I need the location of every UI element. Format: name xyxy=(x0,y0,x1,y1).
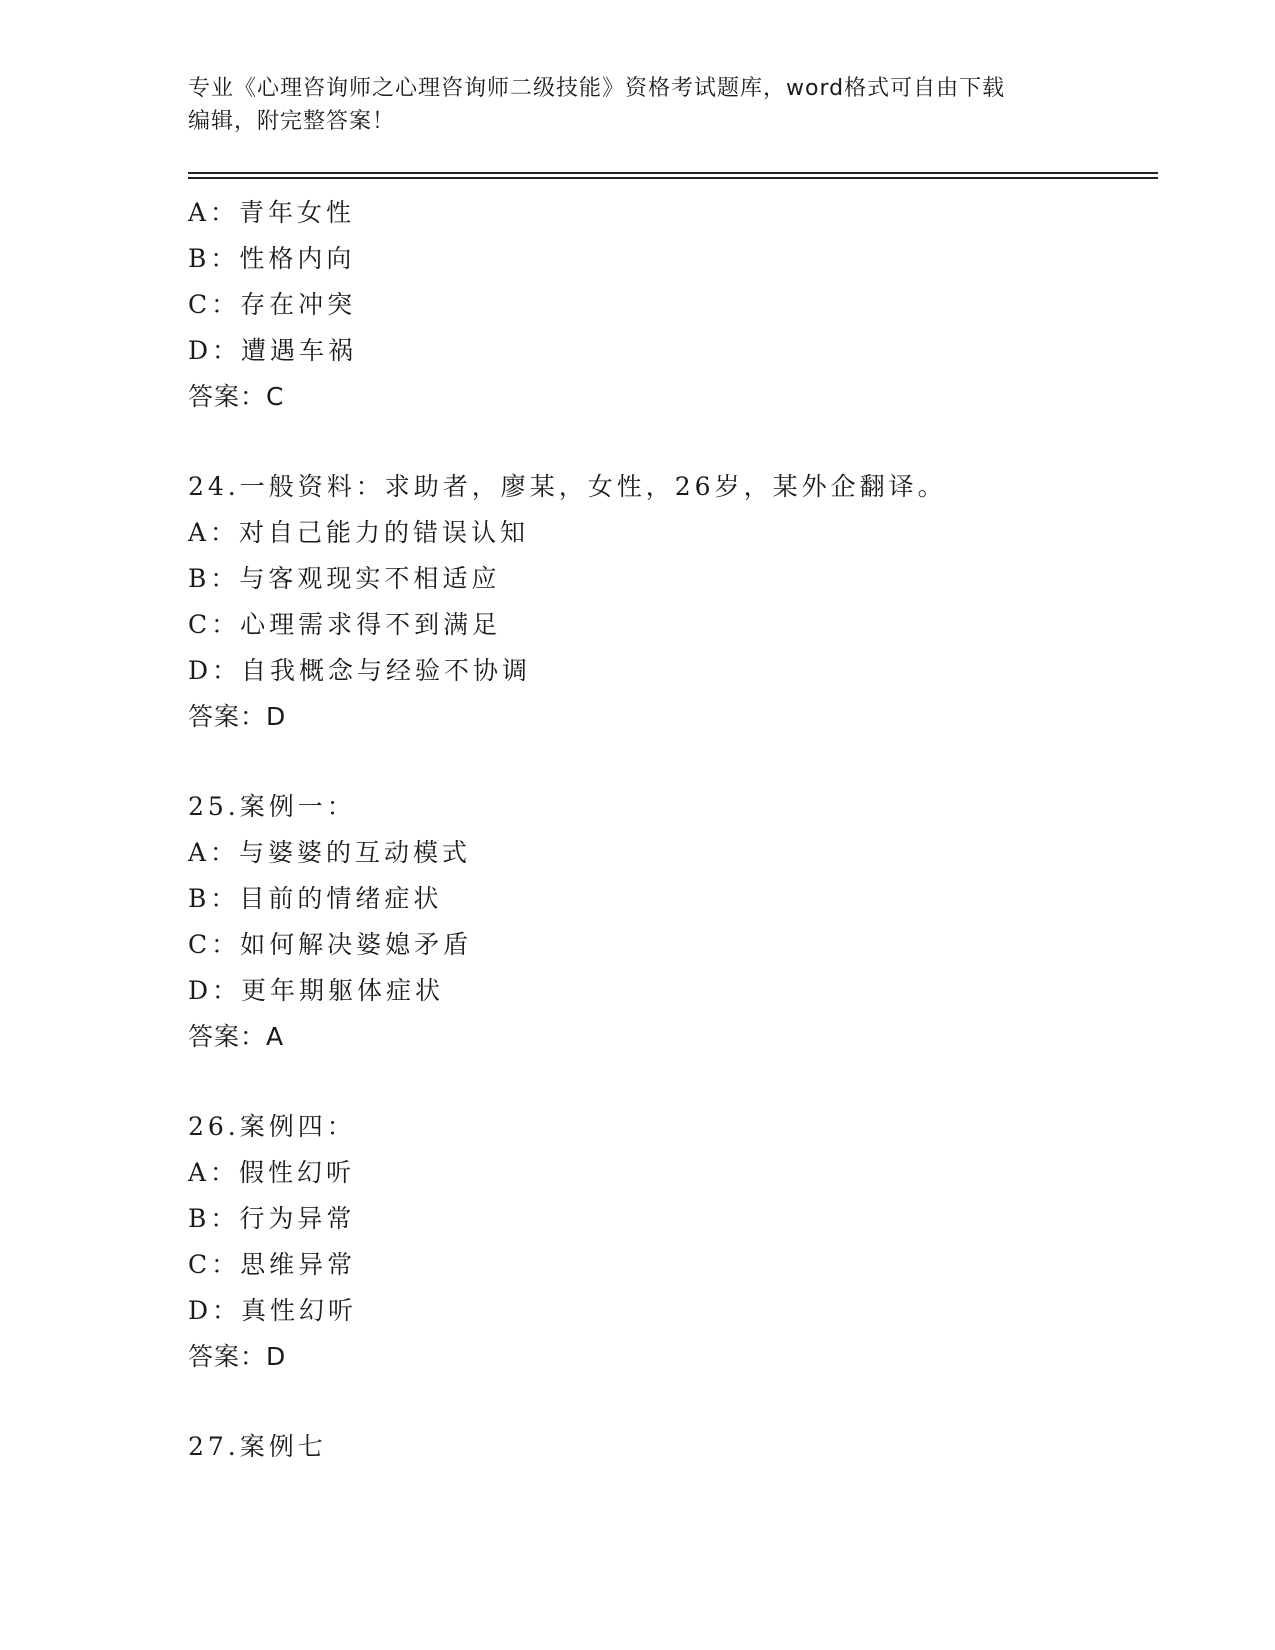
header-divider-top xyxy=(188,172,1158,174)
option-b: B：行为异常 xyxy=(188,1204,356,1233)
option-c: C：思维异常 xyxy=(188,1250,357,1279)
option-a: A：对自己能力的错误认知 xyxy=(188,518,530,547)
question-stem: 24.一般资料：求助者，廖某，女性，26岁，某外企翻译。 xyxy=(188,472,947,501)
block-spacer xyxy=(188,420,1148,464)
question-list xyxy=(188,190,1148,1470)
question-block xyxy=(188,464,1148,740)
option-a: A：青年女性 xyxy=(188,198,356,227)
question-block xyxy=(188,784,1148,1060)
answer-line: 答案：C xyxy=(188,382,285,411)
option-b: B：目前的情绪症状 xyxy=(188,884,443,913)
header-line-2: 编辑，附完整答案！ xyxy=(188,109,396,134)
option-d: D：遭遇车祸 xyxy=(188,336,358,365)
document-header xyxy=(188,72,1088,138)
answer-line: 答案：A xyxy=(188,1022,285,1051)
option-b: B：与客观现实不相适应 xyxy=(188,564,501,593)
option-c: C：如何解决婆媳矛盾 xyxy=(188,930,473,959)
question-stem: 25.案例一： xyxy=(188,792,356,821)
header-line-1: 专业《心理咨询师之心理咨询师二级技能》资格考试题库，word格式可自由下载 xyxy=(188,76,1006,101)
option-a: A：假性幻听 xyxy=(188,1158,356,1187)
question-block xyxy=(188,1424,1148,1470)
block-spacer xyxy=(188,740,1148,784)
answer-line: 答案：D xyxy=(188,702,287,731)
option-c: C：心理需求得不到满足 xyxy=(188,610,502,639)
option-d: D：更年期躯体症状 xyxy=(188,976,445,1005)
option-c: C：存在冲突 xyxy=(188,290,357,319)
block-spacer xyxy=(188,1380,1148,1424)
question-stem: 26.案例四： xyxy=(188,1112,356,1141)
option-d: D：真性幻听 xyxy=(188,1296,358,1325)
header-divider-bottom xyxy=(188,177,1158,179)
question-stem: 27.案例七 xyxy=(188,1432,327,1461)
option-d: D：自我概念与经验不协调 xyxy=(188,656,532,685)
answer-line: 答案：D xyxy=(188,1342,287,1371)
question-block xyxy=(188,190,1148,420)
question-block xyxy=(188,1104,1148,1380)
option-a: A：与婆婆的互动模式 xyxy=(188,838,472,867)
block-spacer xyxy=(188,1060,1148,1104)
option-b: B：性格内向 xyxy=(188,244,356,273)
